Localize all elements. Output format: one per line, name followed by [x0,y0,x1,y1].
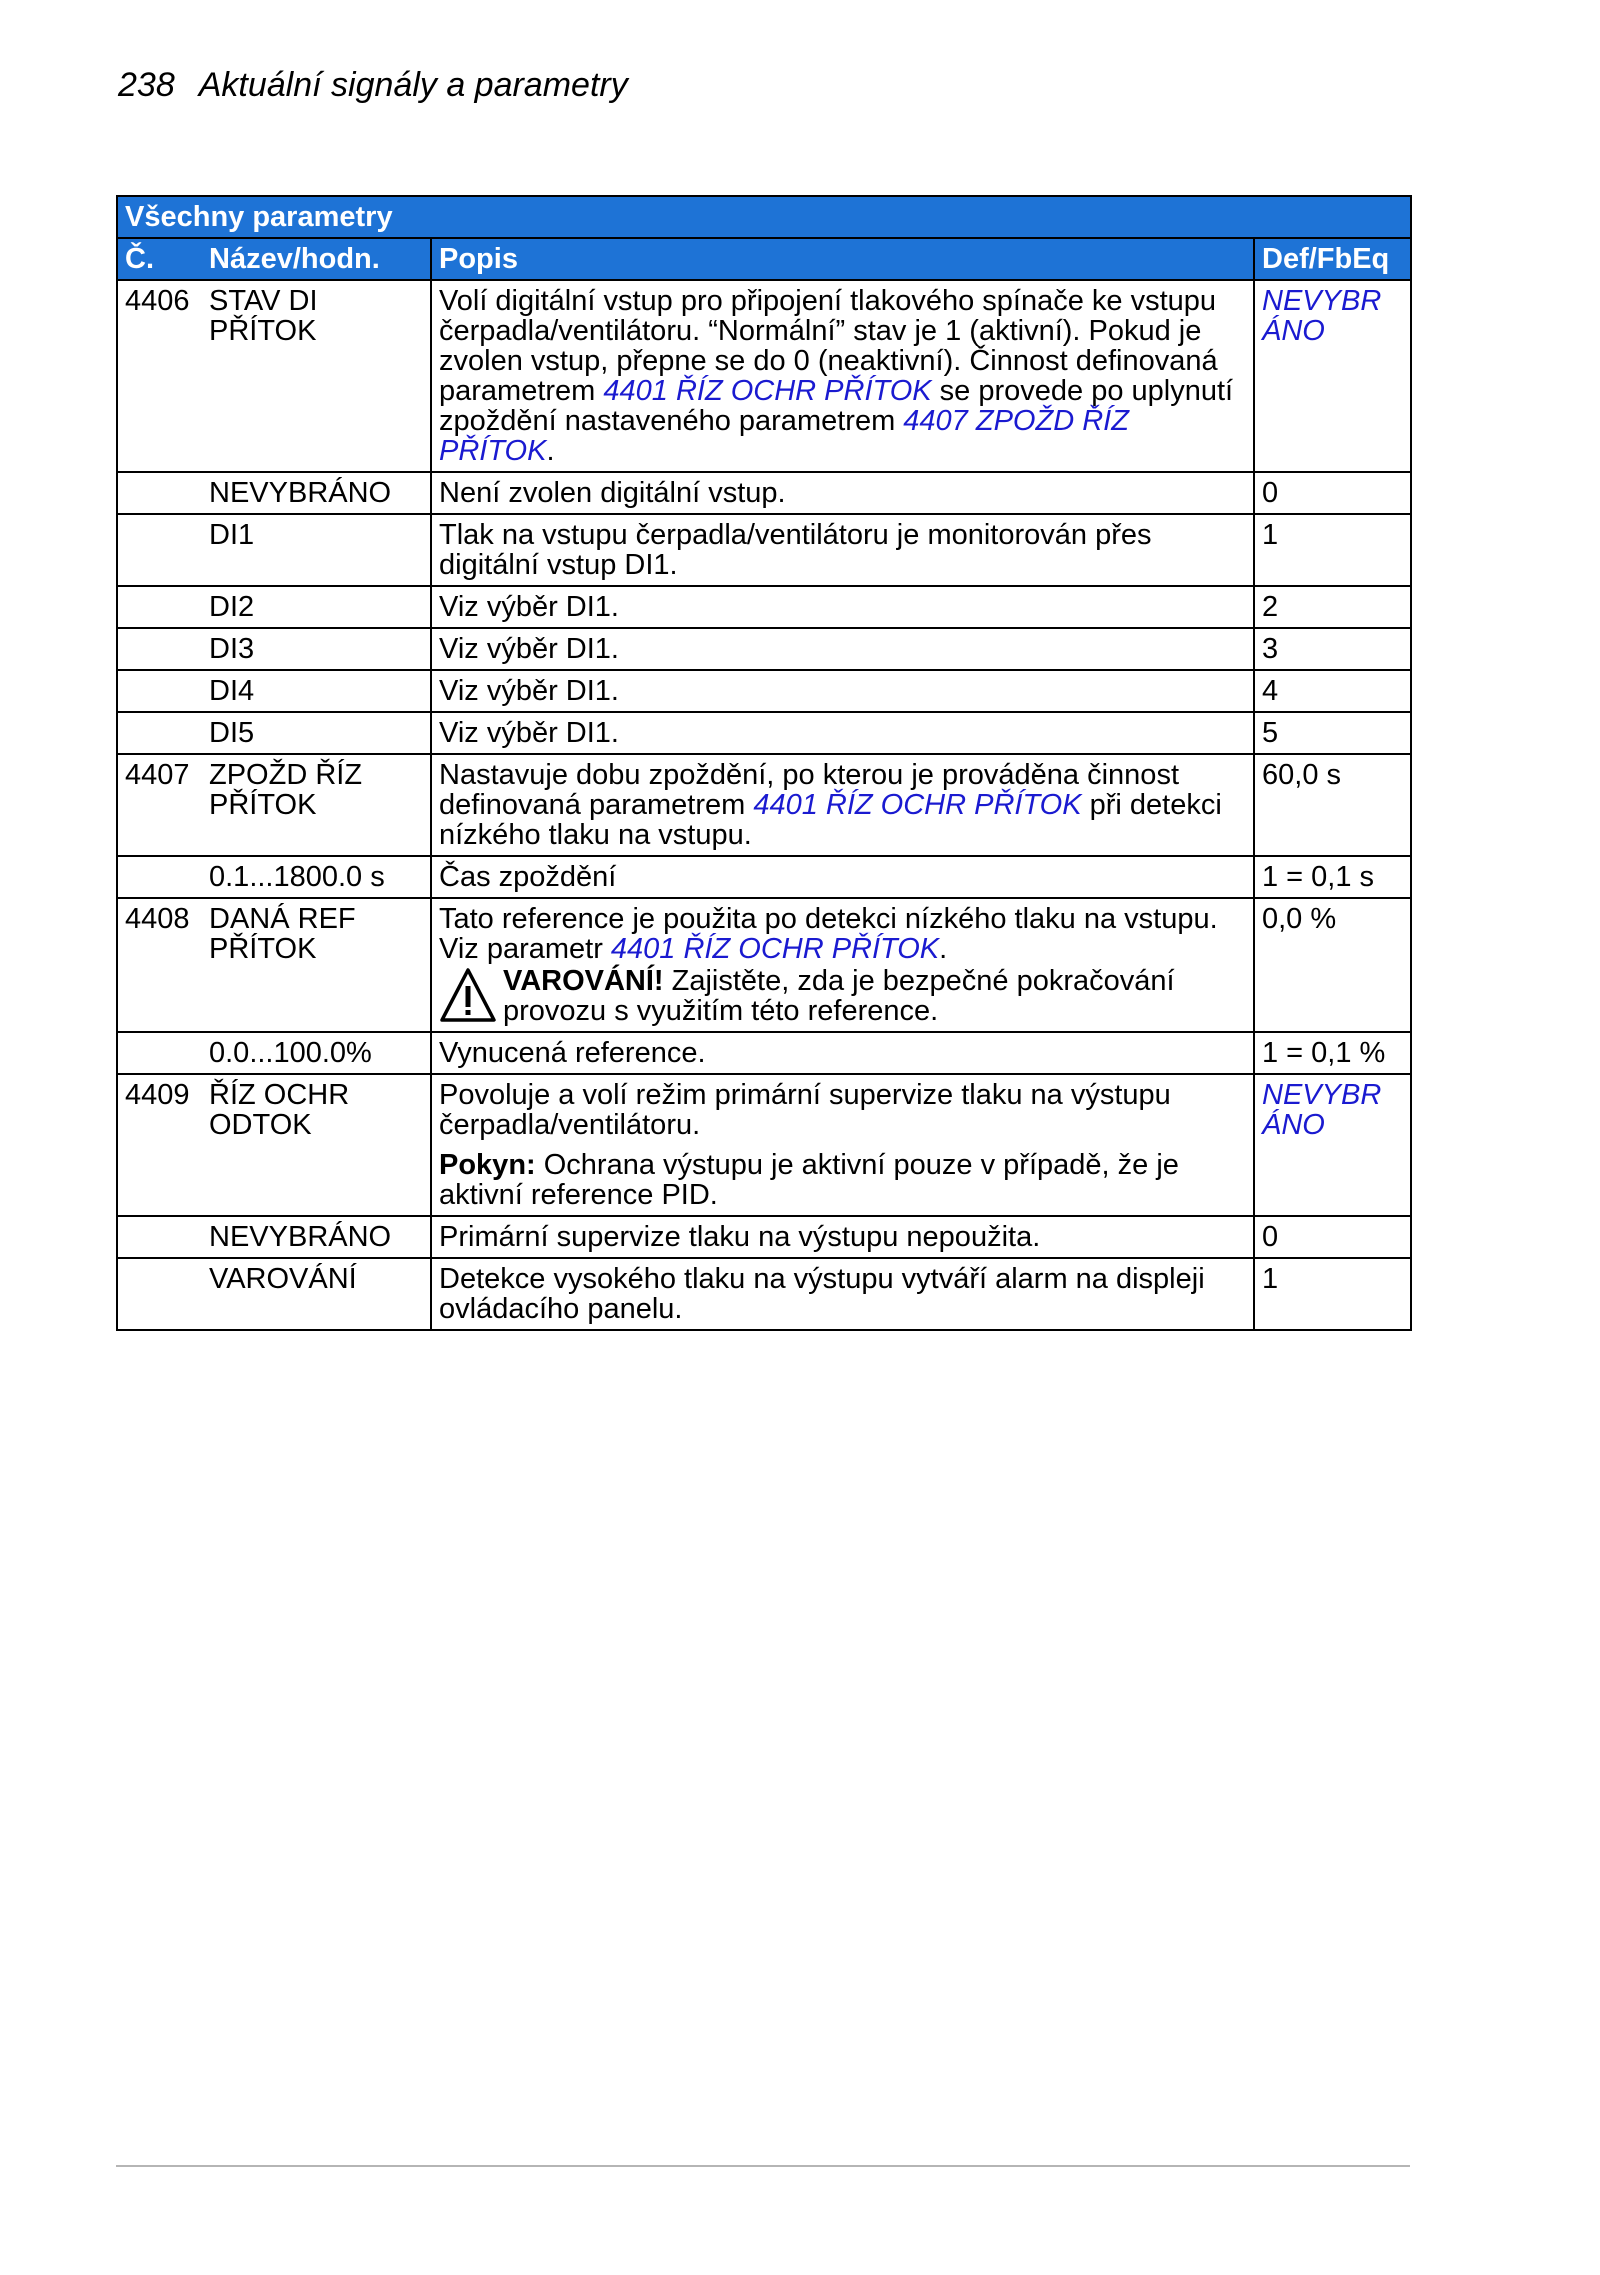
value-description: Vynucená reference. [431,1032,1254,1074]
value-fbeq: 0 [1254,472,1411,514]
value-name: DI4 [117,670,431,712]
parameter-row-4408 [117,898,1411,1032]
parameter-link[interactable]: 4401 ŘÍZ OCHR PŘÍTOK [753,789,1082,821]
warning-body: Zajistěte, zda je bezpečné pokračování provozu s využitím této reference. [503,965,1175,1027]
value-name: DI3 [117,628,431,670]
value-name: DI1 [117,514,431,586]
page-header [118,66,628,105]
default-value-line2: ÁNO [1262,315,1325,347]
value-fbeq: 5 [1254,712,1411,754]
value-description: Detekce vysokého tlaku na výstupu vytváří alarm na displeji ovládacího panelu. [431,1258,1254,1330]
value-row [117,1032,1411,1074]
value-row [117,712,1411,754]
column-header-number: Č. [125,243,154,275]
warning-note [439,966,1246,1026]
table-title-row [117,196,1411,238]
value-fbeq: 3 [1254,628,1411,670]
value-fbeq: 1 = 0,1 % [1254,1032,1411,1074]
parameter-id-cell [117,754,431,856]
parameter-link[interactable]: 4401 ŘÍZ OCHR PŘÍTOK [610,933,940,965]
value-row [117,472,1411,514]
description-text: Nastavuje dobu zpoždění, po kterou je prováděna činnost definovaná parametrem [439,759,1179,821]
value-description: Viz výběr DI1. [431,670,1254,712]
value-fbeq: 4 [1254,670,1411,712]
value-name: VAROVÁNÍ [117,1258,431,1330]
value-row [117,670,1411,712]
parameter-link[interactable]: 4401 ŘÍZ OCHR PŘÍTOK [603,375,932,407]
parameter-description [431,1074,1254,1216]
parameter-number: 4407 [125,759,190,791]
description-text: . [546,435,555,467]
description-paragraph [439,904,1246,964]
value-name: DI5 [117,712,431,754]
parameters-table [116,195,1412,1331]
parameter-description [431,754,1254,856]
description-paragraph: Povoluje a volí režim primární supervize tlaku na výstupu čerpadla/ventilátoru. [439,1079,1171,1141]
column-header-default: Def/FbEq [1254,238,1411,280]
default-value-link[interactable] [1262,285,1381,347]
parameter-default [1254,1074,1411,1216]
page-title: Aktuální signály a parametry [198,66,628,104]
default-value-line1: NEVYBR [1262,1079,1382,1111]
parameter-description [431,280,1254,472]
column-header-name: Název/hodn. [209,243,380,275]
default-value-line1: NEVYBR [1262,285,1382,317]
value-description: Viz výběr DI1. [431,586,1254,628]
value-row [117,628,1411,670]
value-description: Čas zpoždění [431,856,1254,898]
parameter-row-4407 [117,754,1411,856]
parameter-name-line2: PŘÍTOK [209,933,317,965]
value-description: Primární supervize tlaku na výstupu nepoužita. [431,1216,1254,1258]
value-row [117,514,1411,586]
warning-triangle-icon [439,966,497,1024]
parameter-id-cell [117,280,431,472]
value-name: NEVYBRÁNO [117,1216,431,1258]
description-text: . [939,933,948,965]
value-description: Tlak na vstupu čerpadla/ventilátoru je monitorován přes digitální vstup DI1. [431,514,1254,586]
parameter-default: 60,0 s [1254,754,1411,856]
parameter-number: 4408 [125,903,190,935]
parameter-name-line1: DANÁ REF [209,903,356,935]
note-label: Pokyn: [439,1149,536,1181]
parameter-number: 4409 [125,1079,190,1111]
parameter-id-cell [117,898,431,1032]
parameter-name-line2: ODTOK [209,1109,312,1141]
parameter-default [1254,280,1411,472]
warning-text [503,966,1246,1026]
parameter-row-4406 [117,280,1411,472]
value-description: Viz výběr DI1. [431,712,1254,754]
parameter-id-cell [117,1074,431,1216]
default-value-link[interactable] [1262,1079,1381,1141]
value-row [117,586,1411,628]
parameter-name [209,760,423,820]
parameter-description [431,898,1254,1032]
value-fbeq: 2 [1254,586,1411,628]
column-header-description: Popis [431,238,1254,280]
value-name: NEVYBRÁNO [117,472,431,514]
description-text: při detekci nízkého tlaku na vstupu. [439,789,1222,851]
table-title: Všechny parametry [117,196,1411,238]
parameter-name-line1: ZPOŽD ŘÍZ [209,759,363,791]
value-name: 0.0...100.0% [117,1032,431,1074]
footer-divider [116,2165,1410,2167]
value-row [117,1216,1411,1258]
parameter-name-line1: ŘÍZ OCHR [209,1079,350,1111]
value-description: Není zvolen digitální vstup. [431,472,1254,514]
value-name: 0.1...1800.0 s [117,856,431,898]
parameter-name [209,286,423,346]
parameter-name [209,904,423,964]
value-row [117,1258,1411,1330]
description-text: se provede po uplynutí zpoždění nastaveného parametrem [439,375,1234,437]
table-header-row [117,238,1411,280]
value-row [117,856,1411,898]
value-fbeq: 1 [1254,1258,1411,1330]
parameter-row-4409 [117,1074,1411,1216]
parameter-link[interactable]: 4407 ZPOŽD ŘÍZ PŘÍTOK [439,405,1129,467]
value-name: DI2 [117,586,431,628]
parameter-name [209,1080,423,1140]
parameter-name-line2: PŘÍTOK [209,315,317,347]
note-paragraph [439,1150,1246,1210]
page-number: 238 [118,66,175,104]
parameter-name-line1: STAV DI [209,285,318,317]
description-text: Volí digitální vstup pro připojení tlakového spínače ke vstupu čerpadla/ventilátoru. “Normální” stav je 1 (aktivní). Pokud je zvolen vstup, přepne se do 0 (neaktivní). Činnost definovaná parametrem [439,285,1218,407]
value-description: Viz výběr DI1. [431,628,1254,670]
description-text: Tato reference je použita po detekci nízkého tlaku na vstupu. Viz parametr [439,903,1218,965]
value-fbeq: 0 [1254,1216,1411,1258]
parameter-default: 0,0 % [1254,898,1411,1032]
default-value-line2: ÁNO [1262,1109,1325,1141]
value-fbeq: 1 = 0,1 s [1254,856,1411,898]
parameter-number: 4406 [125,285,190,317]
note-body: Ochrana výstupu je aktivní pouze v případě, že je aktivní reference PID. [439,1149,1179,1211]
parameter-name-line2: PŘÍTOK [209,789,317,821]
value-fbeq: 1 [1254,514,1411,586]
column-header-number-name [117,238,431,280]
warning-label: VAROVÁNÍ! [503,965,664,997]
